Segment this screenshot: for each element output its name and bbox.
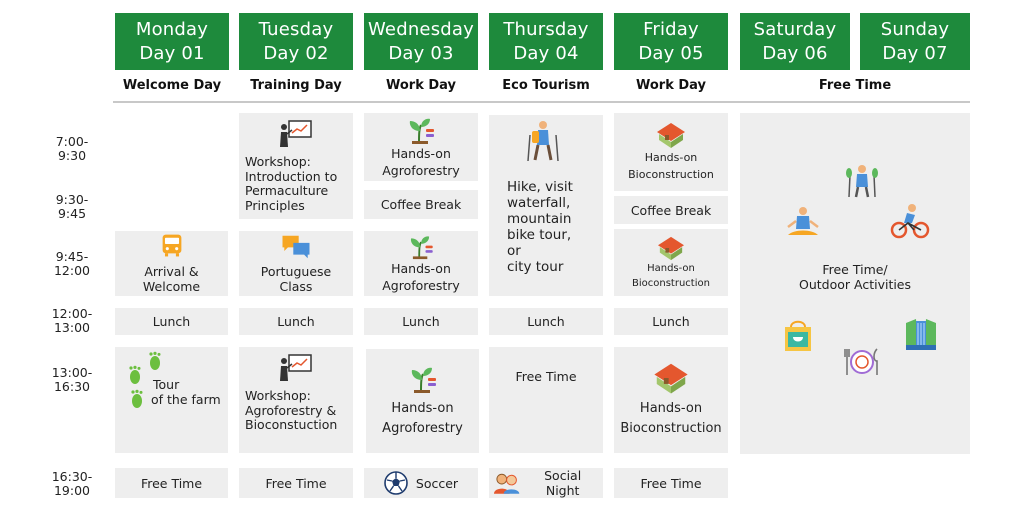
day-name: Monday bbox=[135, 18, 209, 40]
day-number: Day 02 bbox=[263, 42, 329, 64]
wed-coffee-cell: Coffee Break bbox=[364, 190, 478, 219]
tue-lunch-cell: Lunch bbox=[239, 308, 353, 335]
tue-workshop2-cell bbox=[239, 347, 353, 453]
theme-tuesday: Training Day bbox=[250, 78, 342, 93]
thu-social-cell bbox=[489, 468, 603, 498]
thu-free-cell: Free Time bbox=[489, 347, 603, 453]
header-sunday bbox=[860, 13, 970, 70]
house-icon bbox=[652, 361, 690, 395]
cell-label: Tour of the farm bbox=[151, 377, 221, 407]
presentation-icon bbox=[278, 119, 314, 149]
time-slot-4: 12:00- 13:00 bbox=[51, 306, 93, 335]
day-number: Day 06 bbox=[762, 42, 828, 64]
day-name: Saturday bbox=[753, 18, 837, 40]
tue-portuguese-cell bbox=[239, 231, 353, 296]
sprout-icon bbox=[406, 233, 436, 260]
day-number: Day 05 bbox=[638, 42, 704, 64]
header-tuesday bbox=[239, 13, 353, 70]
mon-arrival-cell bbox=[115, 231, 228, 296]
wed-handson1-cell bbox=[364, 113, 478, 181]
chat-bubbles-icon bbox=[279, 233, 313, 260]
cell-label: Workshop: Agroforestry & Bioconstuction bbox=[245, 388, 338, 432]
thu-hike-cell bbox=[489, 115, 603, 296]
cell-label: Hands-on Agroforestry bbox=[382, 261, 460, 293]
cycling-icon bbox=[890, 203, 930, 239]
cell-label: Workshop: Introduction to Permaculture Principles bbox=[245, 154, 338, 213]
day-name: Sunday bbox=[880, 18, 950, 40]
time-slot-2: 9:30- 9:45 bbox=[55, 192, 89, 221]
tue-free-cell: Free Time bbox=[239, 468, 353, 498]
cell-label: Hands-on Bioconstruction bbox=[628, 151, 714, 181]
header-monday bbox=[115, 13, 229, 70]
fri-coffee-cell: Coffee Break bbox=[614, 196, 728, 224]
day-name: Wednesday bbox=[367, 18, 474, 40]
cell-label: Hands-on Bioconstruction bbox=[620, 401, 722, 436]
theme-monday: Welcome Day bbox=[122, 78, 222, 93]
people-icon bbox=[493, 471, 520, 495]
sprout-icon bbox=[406, 115, 436, 145]
fri-handson1-cell bbox=[614, 113, 728, 191]
day-name: Thursday bbox=[503, 18, 589, 40]
day-number: Day 07 bbox=[882, 42, 948, 64]
bus-icon bbox=[157, 233, 187, 258]
hiker-icon bbox=[523, 119, 563, 163]
cell-label: Soccer bbox=[415, 475, 459, 491]
header-divider bbox=[113, 101, 970, 103]
fri-handson3-cell bbox=[614, 347, 728, 453]
day-name: Tuesday bbox=[258, 18, 334, 40]
header-wednesday bbox=[364, 13, 478, 70]
day-number: Day 03 bbox=[388, 42, 454, 64]
house-icon bbox=[656, 235, 686, 261]
mon-lunch-cell: Lunch bbox=[115, 308, 228, 335]
waterfall-icon bbox=[904, 317, 938, 351]
weekend-cell bbox=[740, 113, 970, 454]
house-icon bbox=[655, 121, 687, 149]
dining-icon bbox=[844, 345, 880, 379]
day-number: Day 04 bbox=[513, 42, 579, 64]
mon-free-cell: Free Time bbox=[115, 468, 228, 498]
cell-label: Hands-on Agroforestry bbox=[382, 146, 460, 178]
theme-weekend: Free Time bbox=[818, 78, 892, 93]
day-name: Friday bbox=[643, 18, 699, 40]
meditation-icon bbox=[784, 205, 822, 239]
shopping-bag-icon bbox=[780, 317, 816, 353]
fri-handson2-cell bbox=[614, 229, 728, 296]
theme-thursday: Eco Tourism bbox=[502, 78, 590, 93]
soccer-ball-icon bbox=[384, 471, 408, 495]
theme-wednesday: Work Day bbox=[385, 78, 457, 93]
wed-handson3-cell bbox=[366, 349, 479, 453]
cell-label: Social Night bbox=[544, 468, 582, 498]
mon-tour-cell bbox=[115, 347, 228, 453]
cell-label: Arrival & Welcome bbox=[142, 264, 201, 294]
sprout-icon bbox=[408, 363, 438, 395]
wed-lunch-cell: Lunch bbox=[364, 308, 478, 335]
header-thursday bbox=[489, 13, 603, 70]
cell-label: Hands-on Bioconstruction bbox=[632, 262, 710, 289]
cell-label: Hands-on Agroforestry bbox=[382, 401, 463, 436]
tue-workshop1-cell bbox=[239, 113, 353, 219]
header-saturday bbox=[740, 13, 850, 70]
time-slot-1: 7:00- 9:30 bbox=[55, 134, 89, 163]
thu-lunch-cell: Lunch bbox=[489, 308, 603, 335]
time-slot-3: 9:45- 12:00 bbox=[53, 249, 91, 278]
time-slot-6: 16:30- 19:00 bbox=[51, 469, 93, 498]
cell-label: Free Time/ Outdoor Activities bbox=[798, 262, 912, 292]
fri-lunch-cell: Lunch bbox=[614, 308, 728, 335]
trekking-icon bbox=[844, 163, 880, 199]
wed-handson2-cell bbox=[364, 231, 478, 296]
presentation-icon bbox=[278, 353, 314, 383]
header-friday bbox=[614, 13, 728, 70]
time-slot-5: 13:00- 16:30 bbox=[51, 365, 93, 394]
theme-friday: Work Day bbox=[635, 78, 707, 93]
wed-soccer-cell bbox=[364, 468, 478, 498]
cell-label: Portuguese Class bbox=[260, 264, 332, 294]
cell-label: Hike, visit waterfall, mountain bike tour, or city tour bbox=[507, 179, 573, 275]
fri-free-cell: Free Time bbox=[614, 468, 728, 498]
day-number: Day 01 bbox=[139, 42, 205, 64]
